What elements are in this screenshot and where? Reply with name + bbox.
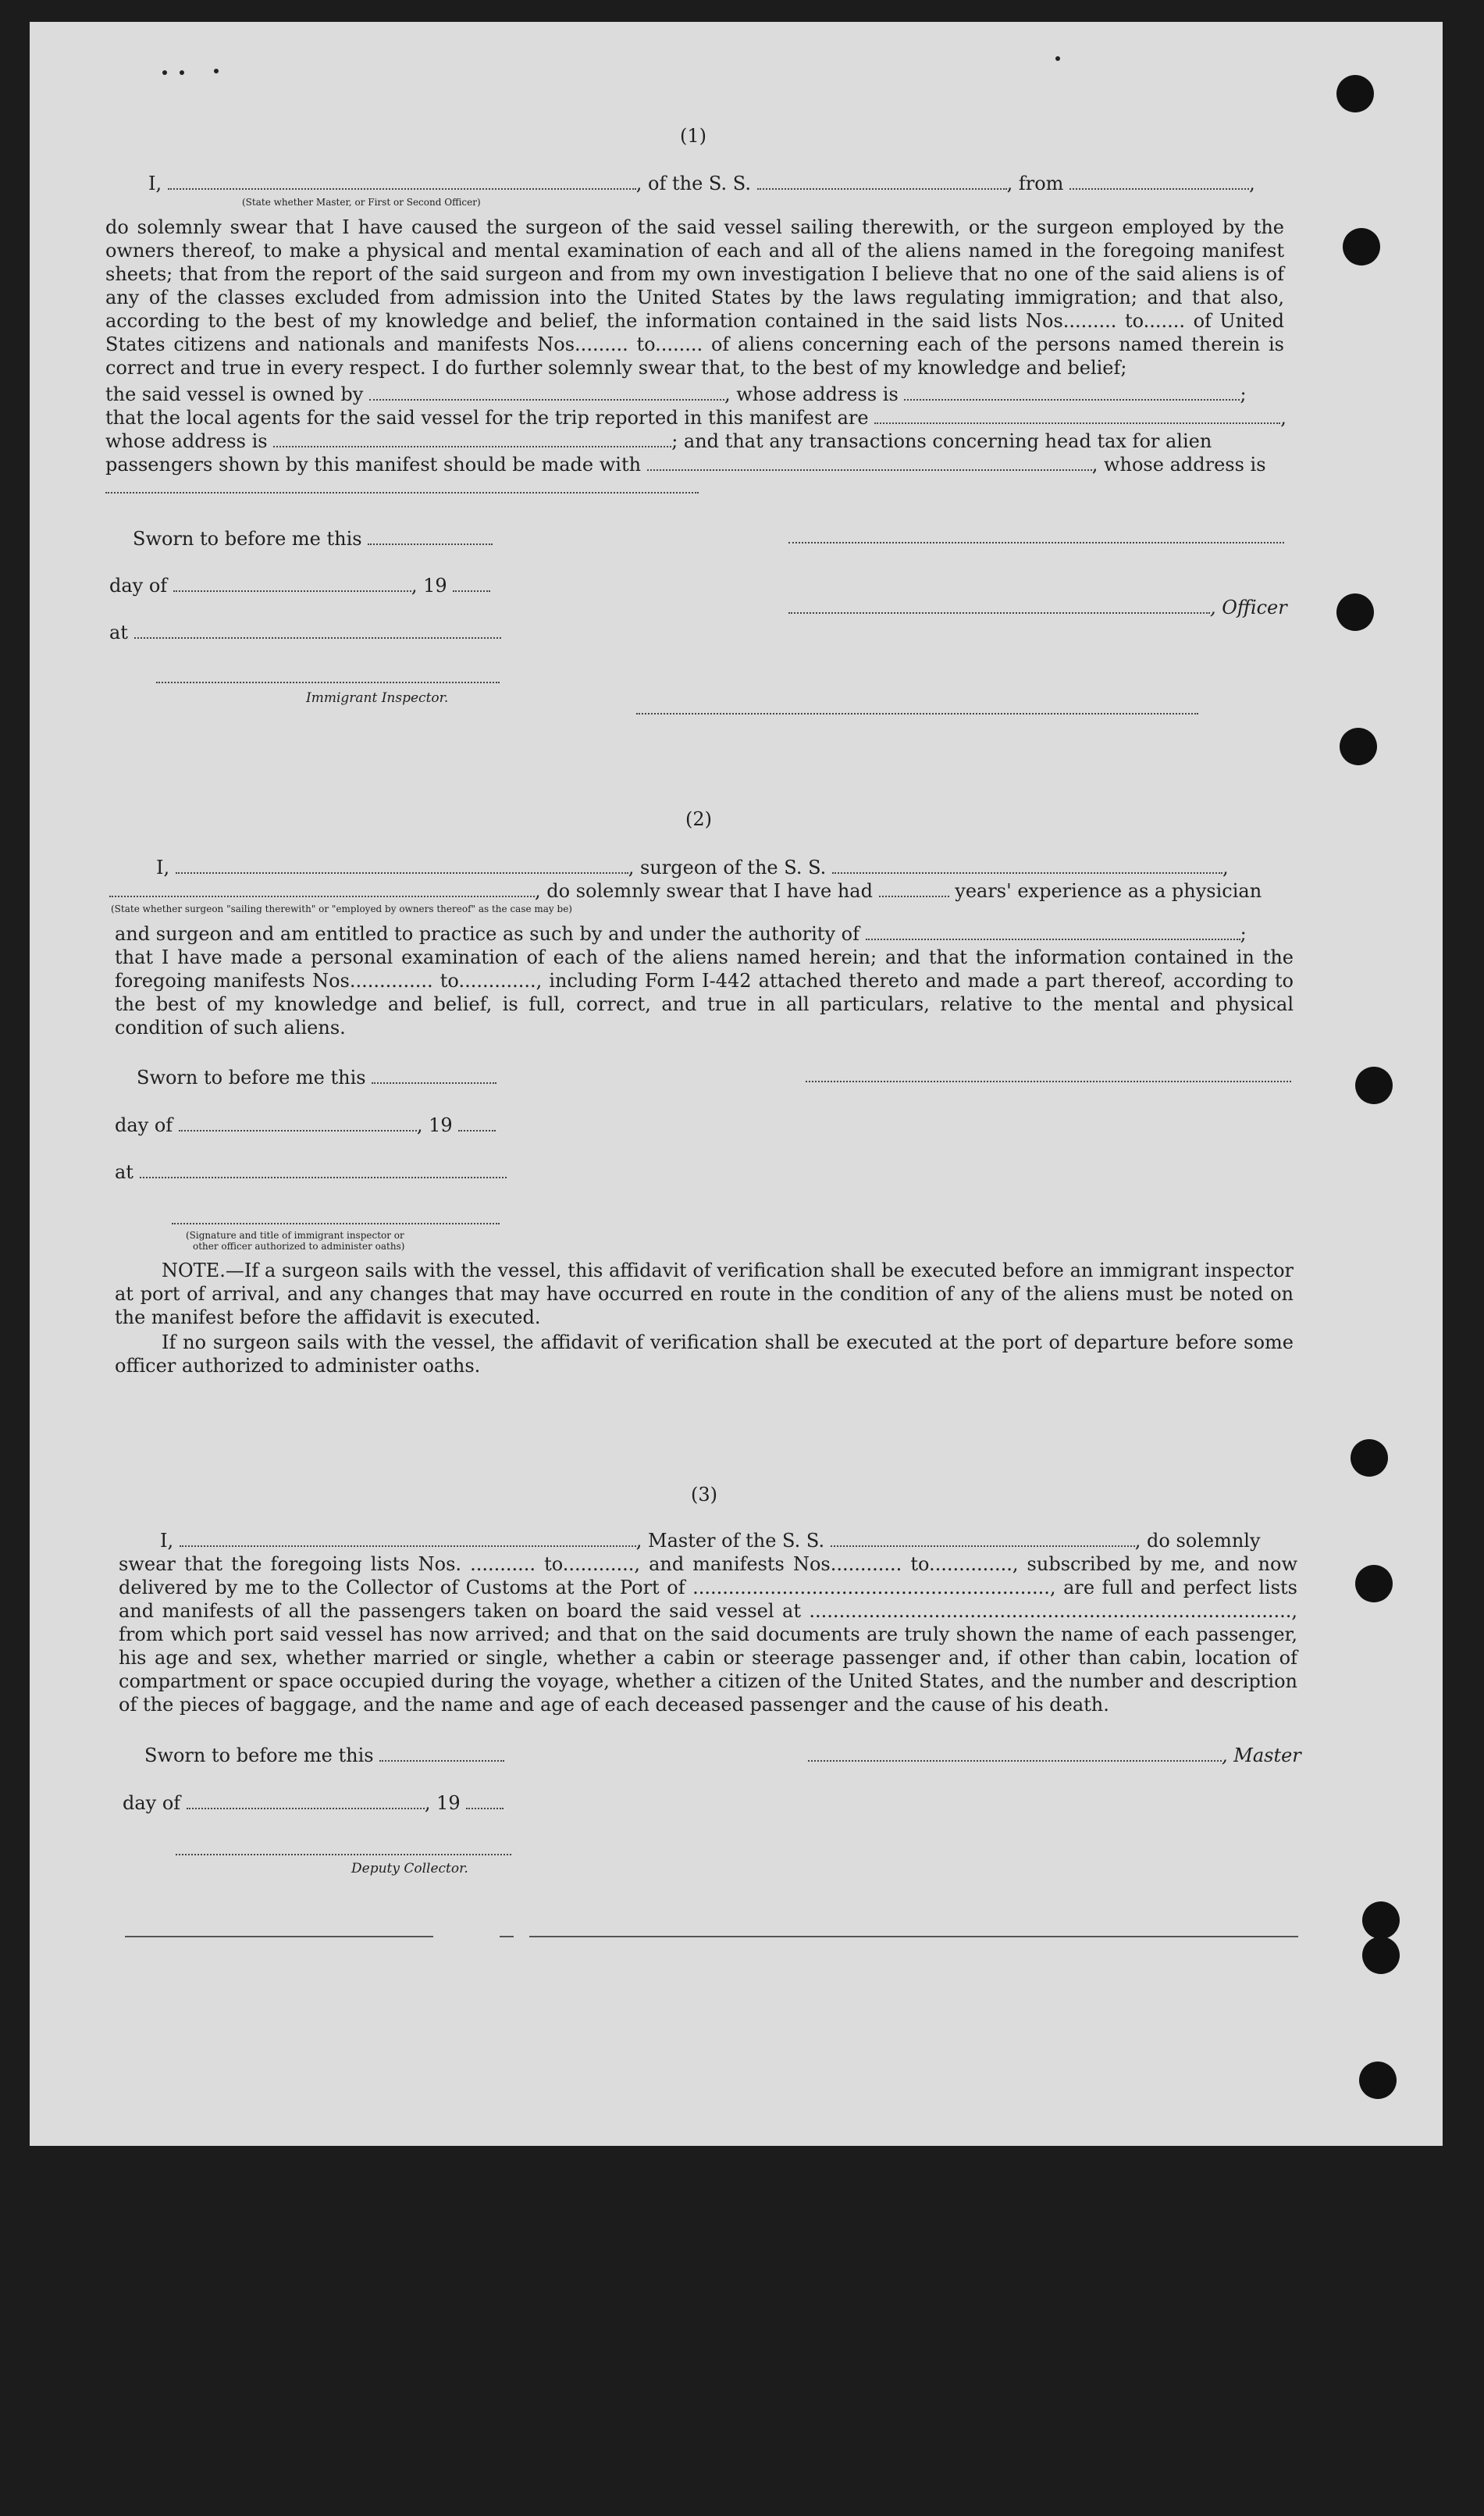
head-tax-party-field bbox=[647, 454, 1092, 471]
agent-address-line bbox=[105, 429, 1212, 453]
surgeon-of-ss-label: , surgeon of the S. S. bbox=[628, 857, 827, 878]
sworn-day-field-3 bbox=[379, 1744, 504, 1762]
section-2-number: (2) bbox=[685, 808, 712, 830]
note-text-2: If no surgeon sails with the vessel, the affidavit of verification shall be executed at the port of departure before some officer authorized to administer oaths. bbox=[115, 1331, 1294, 1377]
speck bbox=[214, 69, 219, 73]
day-of-line-1 bbox=[109, 574, 490, 597]
years-experience-label: years' experience as a physician bbox=[955, 880, 1262, 902]
at-label: at bbox=[109, 622, 128, 643]
pronoun-i-3: I, bbox=[160, 1530, 174, 1552]
year-field-2 bbox=[458, 1114, 496, 1131]
month-field-3 bbox=[187, 1792, 425, 1809]
surgeon-status-note: (State whether surgeon "sailing therewith" or "employed by owners thereof" as the case may be) bbox=[111, 903, 572, 914]
inspector-caption: Immigrant Inspector. bbox=[306, 690, 449, 706]
officer-signature-line-1 bbox=[788, 542, 1284, 543]
local-agents-line: that the local agents for the said vessel for the trip reported in this manifest are , bbox=[105, 407, 1286, 429]
pronoun-i: I, bbox=[148, 173, 162, 194]
section-1-body: do solemnly swear that I have caused the surgeon of the said vessel sailing therewith, or the surgeon employed by the owners thereof, to make a physical and mental examination of each and all of the aliens named in the foregoing manifest sheets; that from the report of the said surgeon and from my own investigation I believe that no one of the said aliens is of any of the classes excluded from admission into the United States by the laws regulating immigration; and that also, according to the best of my knowledge and belief, the information contained in the said lists Nos......... to....... of United States citizens and nationals and manifests Nos......... to........ of aliens concerning each of the persons named therein is correct and true in every respect. I do further solemnly swear that, to the best of my knowledge and belief; bbox=[105, 216, 1284, 379]
day-of-label: day of bbox=[109, 575, 168, 597]
note-paragraph bbox=[115, 1259, 1294, 1329]
master-of-ss-label: , Master of the S. S. bbox=[635, 1530, 825, 1552]
collector-signature-line bbox=[176, 1854, 511, 1855]
surgeon-name-field bbox=[176, 857, 628, 874]
authority-line: and surgeon and am entitled to practice as such by and under the authority of ; bbox=[115, 923, 1247, 945]
bottom-rule-right bbox=[529, 1936, 1298, 1937]
punch-hole bbox=[1336, 593, 1374, 631]
sworn-line-1 bbox=[133, 527, 493, 551]
month-field bbox=[173, 575, 411, 592]
year-field-3 bbox=[466, 1792, 504, 1809]
year-field bbox=[453, 575, 490, 592]
speck bbox=[162, 70, 167, 75]
day-of-label-3: day of bbox=[123, 1792, 181, 1814]
punch-hole bbox=[1359, 2062, 1397, 2099]
signature-caption-2: other officer authorized to administer oaths) bbox=[193, 1241, 405, 1252]
collector-caption: Deputy Collector. bbox=[351, 1861, 468, 1876]
vessel-name-field-3 bbox=[831, 1530, 1135, 1547]
speck bbox=[1055, 56, 1060, 61]
officer-label: , Officer bbox=[1210, 597, 1287, 618]
day-of-label-2: day of bbox=[115, 1114, 173, 1136]
owner-field bbox=[369, 383, 724, 401]
year-prefix-2: , 19 bbox=[416, 1114, 453, 1136]
from-label: , from bbox=[1006, 173, 1064, 194]
inspector-signature-line bbox=[156, 682, 500, 683]
sworn-label-2: Sworn to before me this bbox=[137, 1067, 366, 1089]
section-1-first-line: I, , of the S. S. , from , bbox=[148, 173, 1255, 194]
at-line-2 bbox=[115, 1160, 507, 1184]
whose-address-label-2: whose address is bbox=[105, 430, 268, 452]
punch-hole bbox=[1355, 1067, 1393, 1104]
punch-hole bbox=[1351, 1439, 1388, 1477]
sworn-line-3 bbox=[144, 1744, 504, 1767]
vessel-name-field bbox=[757, 173, 1007, 190]
from-port-field bbox=[1069, 173, 1249, 190]
section-2-body: that I have made a personal examination of each of the aliens named herein; and that the information contained in the foregoing manifests Nos.............. to............., including Form I-442 attached thereto and made a part thereof, according to the best of my knowledge and belief, is full, correct, and true in all particulars, relative to the mental and physical condition of such aliens. bbox=[115, 946, 1294, 1039]
master-signature-field bbox=[808, 1744, 1222, 1762]
vessel-name-field-2 bbox=[832, 857, 1222, 874]
sworn-label-3: Sworn to before me this bbox=[144, 1744, 374, 1766]
authority-label: and surgeon and am entitled to practice as such by and under the authority of bbox=[115, 923, 859, 945]
whose-address-label-3: , whose address is bbox=[1091, 454, 1266, 476]
punch-hole bbox=[1343, 228, 1380, 265]
passengers-line bbox=[105, 453, 1266, 476]
signature-caption-1: (Signature and title of immigrant inspector or bbox=[186, 1230, 404, 1241]
master-label: , Master bbox=[1222, 1744, 1301, 1766]
punch-hole bbox=[1362, 1937, 1400, 1974]
whose-address-label: , whose address is bbox=[724, 383, 899, 405]
head-tax-address-field bbox=[105, 492, 699, 494]
master-name-field bbox=[168, 173, 636, 190]
officer-signature-line-2 bbox=[788, 597, 1210, 614]
owner-address-field bbox=[904, 383, 1240, 401]
owned-by-label: the said vessel is owned by bbox=[105, 383, 364, 405]
pronoun-i-2: I, bbox=[156, 857, 170, 878]
year-prefix: , 19 bbox=[411, 575, 447, 597]
punch-hole bbox=[1362, 1901, 1400, 1939]
of-ss-label: , of the S. S. bbox=[635, 173, 751, 194]
year-prefix-3: , 19 bbox=[424, 1792, 461, 1814]
local-agents-field bbox=[874, 407, 1280, 424]
do-solemnly-label: , do solemnly bbox=[1134, 1530, 1261, 1552]
sworn-day-field-2 bbox=[372, 1067, 496, 1084]
swear-had-label: , do solemnly swear that I have had bbox=[535, 880, 873, 902]
speck bbox=[180, 70, 184, 75]
head-tax-label: ; and that any transactions concerning head tax for alien bbox=[671, 430, 1212, 452]
sworn-label: Sworn to before me this bbox=[133, 528, 362, 550]
master-signature-line bbox=[808, 1744, 1301, 1767]
bottom-rule-left bbox=[125, 1936, 433, 1937]
surgeon-status-field bbox=[109, 880, 535, 897]
passengers-label: passengers shown by this manifest should be made with bbox=[105, 454, 642, 476]
at-label-2: at bbox=[115, 1161, 133, 1183]
agent-address-field bbox=[273, 430, 671, 447]
month-field-2 bbox=[179, 1114, 417, 1131]
master-note: (State whether Master, or First or Second Officer) bbox=[242, 197, 481, 208]
at-line-1 bbox=[109, 621, 501, 644]
note-label: NOTE. bbox=[162, 1260, 226, 1281]
inspector-signature-line-2 bbox=[172, 1223, 500, 1224]
section-2-second-line bbox=[109, 879, 1262, 903]
section-3-number: (3) bbox=[691, 1484, 717, 1506]
punch-hole bbox=[1340, 728, 1377, 765]
sworn-line-2 bbox=[137, 1066, 496, 1089]
section-3-first-line bbox=[160, 1529, 1261, 1552]
section-1-number: (1) bbox=[680, 125, 706, 147]
bottom-rule-dash bbox=[500, 1936, 514, 1937]
surgeon-signature-line bbox=[806, 1081, 1291, 1082]
section-2-first-line: I, , surgeon of the S. S. , bbox=[156, 857, 1229, 878]
punch-hole bbox=[1336, 75, 1374, 112]
authority-field bbox=[866, 923, 1240, 940]
note-text: —If a surgeon sails with the vessel, this affidavit of verification shall be executed before an immigrant inspector at port of arrival, and any changes that may have occurred en route in the condition of any of the aliens must be noted on the manifest before the affidavit is executed. bbox=[115, 1260, 1294, 1328]
day-of-line-3 bbox=[123, 1791, 504, 1815]
note-paragraph-2 bbox=[115, 1331, 1294, 1377]
years-field bbox=[879, 880, 949, 897]
at-place-field bbox=[134, 622, 501, 639]
faint-rule bbox=[636, 713, 1198, 715]
master-name-field-3 bbox=[180, 1530, 636, 1547]
section-3-body: swear that the foregoing lists Nos. ........... to............, and manifests Nos............ to.............., subscribed by me, and now delivered by me to the Collector of Customs at the Port of ............................................................, are full and perfect lists and manifests of all the passengers taken on board the said vessel at ................................................................................., from which port said vessel has now arrived; and that on the said documents are truly shown the name of each passenger, his age and sex, whether married or single, whether a cabin or steerage passenger and, if other than cabin, location of compartment or space occupied during the voyage, whether a citizen of the United States, and the number and description of the pieces of baggage, and the name and age of each deceased passenger and the cause of his death. bbox=[119, 1553, 1297, 1716]
officer-line bbox=[788, 596, 1287, 619]
punch-hole bbox=[1355, 1565, 1393, 1602]
owned-by-line: the said vessel is owned by , whose address is ; bbox=[105, 383, 1247, 405]
sworn-day-field bbox=[368, 528, 493, 545]
day-of-line-2 bbox=[115, 1114, 496, 1137]
local-agents-label: that the local agents for the said vessel for the trip reported in this manifest are bbox=[105, 407, 869, 429]
at-place-field-2 bbox=[140, 1161, 507, 1178]
